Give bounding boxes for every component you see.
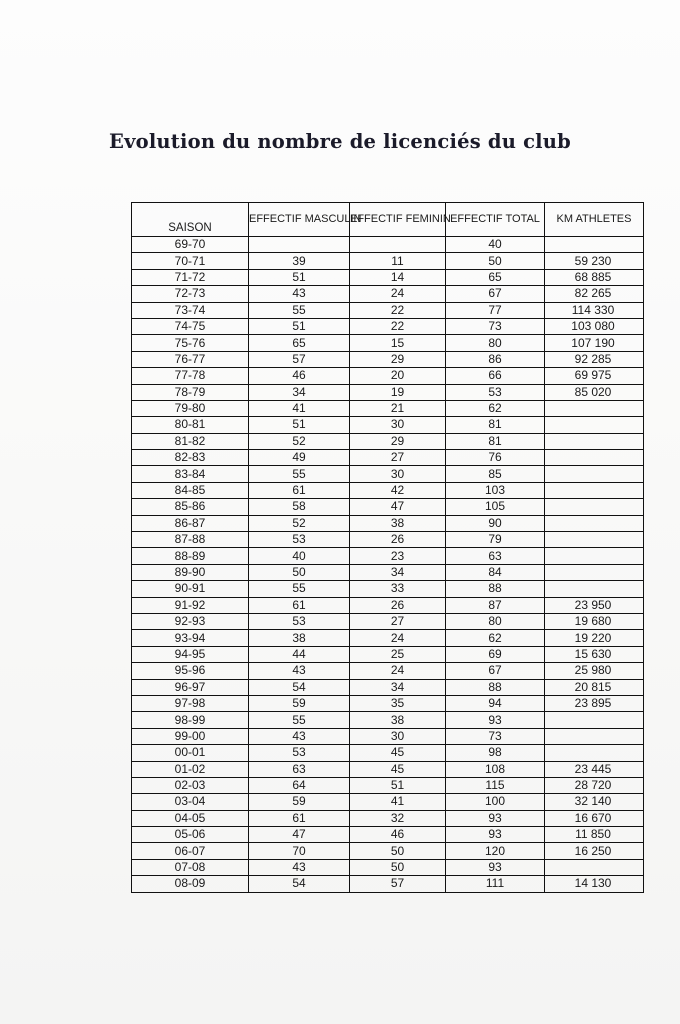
cell-masculin: 53	[249, 745, 350, 761]
cell-saison: 90-91	[132, 581, 249, 597]
table-row	[132, 368, 644, 384]
cell-total: 62	[446, 400, 545, 416]
cell-km	[545, 466, 644, 482]
cell-total: 80	[446, 613, 545, 629]
cell-saison: 76-77	[132, 351, 249, 367]
cell-total: 50	[446, 253, 545, 269]
cell-total: 85	[446, 466, 545, 482]
cell-saison: 91-92	[132, 597, 249, 613]
cell-masculin: 59	[249, 794, 350, 810]
cell-saison: 82-83	[132, 450, 249, 466]
cell-masculin: 51	[249, 318, 350, 334]
cell-saison: 69-70	[132, 237, 249, 253]
table-row	[132, 630, 644, 646]
cell-total: 88	[446, 581, 545, 597]
cell-saison: 86-87	[132, 515, 249, 531]
cell-saison: 93-94	[132, 630, 249, 646]
table-row	[132, 351, 644, 367]
header-effectif-feminin: EFFECTIF FEMININ	[350, 203, 446, 237]
cell-km	[545, 450, 644, 466]
page-title: Evolution du nombre de licenciés du club	[109, 130, 571, 153]
cell-total: 111	[446, 876, 545, 892]
table-row	[132, 761, 644, 777]
cell-total: 73	[446, 318, 545, 334]
cell-total: 66	[446, 368, 545, 384]
cell-km	[545, 532, 644, 548]
table-row	[132, 286, 644, 302]
cell-feminin: 47	[350, 499, 446, 515]
cell-feminin: 27	[350, 613, 446, 629]
cell-saison: 78-79	[132, 384, 249, 400]
cell-feminin: 30	[350, 417, 446, 433]
table-row	[132, 876, 644, 892]
cell-total: 63	[446, 548, 545, 564]
cell-total: 65	[446, 269, 545, 285]
table-row	[132, 843, 644, 859]
table-row	[132, 384, 644, 400]
cell-feminin: 30	[350, 466, 446, 482]
cell-total: 93	[446, 827, 545, 843]
cell-saison: 81-82	[132, 433, 249, 449]
table-row	[132, 613, 644, 629]
cell-feminin: 24	[350, 286, 446, 302]
table-row	[132, 777, 644, 793]
cell-masculin: 70	[249, 843, 350, 859]
cell-saison: 88-89	[132, 548, 249, 564]
cell-saison: 89-90	[132, 564, 249, 580]
cell-total: 88	[446, 679, 545, 695]
cell-feminin: 34	[350, 564, 446, 580]
cell-saison: 05-06	[132, 827, 249, 843]
table-header-row	[132, 203, 644, 237]
cell-km: 14 130	[545, 876, 644, 892]
cell-km: 15 630	[545, 646, 644, 662]
cell-masculin: 59	[249, 695, 350, 711]
cell-feminin: 14	[350, 269, 446, 285]
table-row	[132, 302, 644, 318]
cell-saison: 73-74	[132, 302, 249, 318]
table-row	[132, 581, 644, 597]
cell-feminin: 20	[350, 368, 446, 384]
table-row	[132, 564, 644, 580]
cell-km: 19 220	[545, 630, 644, 646]
cell-total: 98	[446, 745, 545, 761]
cell-km	[545, 417, 644, 433]
table-row	[132, 548, 644, 564]
cell-total: 120	[446, 843, 545, 859]
cell-total: 105	[446, 499, 545, 515]
cell-feminin: 32	[350, 810, 446, 826]
cell-masculin: 61	[249, 482, 350, 498]
table-row	[132, 433, 644, 449]
table-row	[132, 335, 644, 351]
table-row	[132, 695, 644, 711]
table-row	[132, 597, 644, 613]
cell-total: 81	[446, 433, 545, 449]
cell-km: 92 285	[545, 351, 644, 367]
cell-feminin: 25	[350, 646, 446, 662]
cell-total: 115	[446, 777, 545, 793]
cell-feminin: 26	[350, 532, 446, 548]
cell-saison: 92-93	[132, 613, 249, 629]
header-km-athletes: KM ATHLETES	[545, 203, 644, 237]
cell-masculin: 55	[249, 466, 350, 482]
cell-km: 11 850	[545, 827, 644, 843]
cell-feminin: 38	[350, 515, 446, 531]
cell-feminin: 30	[350, 728, 446, 744]
cell-masculin: 61	[249, 810, 350, 826]
cell-total: 103	[446, 482, 545, 498]
table-row	[132, 466, 644, 482]
cell-km: 25 980	[545, 663, 644, 679]
cell-masculin: 49	[249, 450, 350, 466]
cell-saison: 97-98	[132, 695, 249, 711]
cell-feminin: 22	[350, 302, 446, 318]
cell-saison: 03-04	[132, 794, 249, 810]
cell-feminin: 27	[350, 450, 446, 466]
cell-masculin: 54	[249, 679, 350, 695]
cell-km	[545, 712, 644, 728]
table-row	[132, 515, 644, 531]
cell-masculin: 34	[249, 384, 350, 400]
cell-km	[545, 482, 644, 498]
cell-masculin: 40	[249, 548, 350, 564]
cell-saison: 85-86	[132, 499, 249, 515]
cell-saison: 70-71	[132, 253, 249, 269]
cell-saison: 94-95	[132, 646, 249, 662]
cell-total: 53	[446, 384, 545, 400]
table-row	[132, 269, 644, 285]
cell-masculin: 41	[249, 400, 350, 416]
cell-km: 28 720	[545, 777, 644, 793]
cell-km: 103 080	[545, 318, 644, 334]
cell-masculin: 65	[249, 335, 350, 351]
cell-feminin: 26	[350, 597, 446, 613]
cell-total: 69	[446, 646, 545, 662]
cell-masculin: 43	[249, 728, 350, 744]
cell-masculin: 58	[249, 499, 350, 515]
cell-saison: 01-02	[132, 761, 249, 777]
cell-km: 59 230	[545, 253, 644, 269]
cell-km: 85 020	[545, 384, 644, 400]
cell-total: 93	[446, 859, 545, 875]
cell-masculin: 53	[249, 532, 350, 548]
cell-total: 108	[446, 761, 545, 777]
cell-masculin: 44	[249, 646, 350, 662]
cell-total: 77	[446, 302, 545, 318]
cell-km	[545, 728, 644, 744]
table-row	[132, 794, 644, 810]
cell-km	[545, 515, 644, 531]
cell-saison: 96-97	[132, 679, 249, 695]
cell-feminin: 22	[350, 318, 446, 334]
cell-km	[545, 400, 644, 416]
cell-total: 80	[446, 335, 545, 351]
cell-total: 62	[446, 630, 545, 646]
cell-feminin: 29	[350, 351, 446, 367]
cell-saison: 06-07	[132, 843, 249, 859]
cell-feminin: 15	[350, 335, 446, 351]
cell-masculin: 61	[249, 597, 350, 613]
table-row	[132, 499, 644, 515]
cell-km	[545, 745, 644, 761]
cell-km: 16 250	[545, 843, 644, 859]
table-row	[132, 417, 644, 433]
cell-saison: 08-09	[132, 876, 249, 892]
table-row	[132, 400, 644, 416]
cell-total: 84	[446, 564, 545, 580]
cell-saison: 80-81	[132, 417, 249, 433]
table-row	[132, 532, 644, 548]
cell-masculin: 52	[249, 515, 350, 531]
cell-saison: 02-03	[132, 777, 249, 793]
cell-km: 19 680	[545, 613, 644, 629]
cell-total: 100	[446, 794, 545, 810]
cell-masculin: 64	[249, 777, 350, 793]
cell-total: 90	[446, 515, 545, 531]
cell-total: 73	[446, 728, 545, 744]
cell-saison: 99-00	[132, 728, 249, 744]
cell-total: 76	[446, 450, 545, 466]
cell-masculin: 54	[249, 876, 350, 892]
cell-feminin	[350, 237, 446, 253]
cell-masculin: 55	[249, 712, 350, 728]
cell-masculin: 50	[249, 564, 350, 580]
cell-feminin: 41	[350, 794, 446, 810]
cell-total: 40	[446, 237, 545, 253]
cell-km: 114 330	[545, 302, 644, 318]
cell-km	[545, 499, 644, 515]
cell-saison: 87-88	[132, 532, 249, 548]
header-effectif-masculin: EFFECTIF MASCULIN	[249, 203, 350, 237]
cell-total: 93	[446, 712, 545, 728]
cell-masculin: 43	[249, 663, 350, 679]
cell-feminin: 50	[350, 843, 446, 859]
cell-feminin: 45	[350, 745, 446, 761]
cell-saison: 04-05	[132, 810, 249, 826]
cell-km: 20 815	[545, 679, 644, 695]
table-row	[132, 646, 644, 662]
cell-feminin: 23	[350, 548, 446, 564]
table-row	[132, 712, 644, 728]
cell-km: 23 895	[545, 695, 644, 711]
cell-km: 69 975	[545, 368, 644, 384]
header-saison: SAISON	[132, 203, 249, 237]
cell-saison: 98-99	[132, 712, 249, 728]
cell-masculin: 52	[249, 433, 350, 449]
header-effectif-total: EFFECTIF TOTAL	[446, 203, 545, 237]
table-row	[132, 482, 644, 498]
cell-masculin: 39	[249, 253, 350, 269]
cell-saison: 83-84	[132, 466, 249, 482]
cell-total: 79	[446, 532, 545, 548]
cell-feminin: 21	[350, 400, 446, 416]
cell-km	[545, 581, 644, 597]
cell-saison: 71-72	[132, 269, 249, 285]
cell-km: 107 190	[545, 335, 644, 351]
cell-feminin: 19	[350, 384, 446, 400]
cell-feminin: 29	[350, 433, 446, 449]
cell-saison: 74-75	[132, 318, 249, 334]
cell-feminin: 42	[350, 482, 446, 498]
table-row	[132, 253, 644, 269]
table-row	[132, 827, 644, 843]
cell-total: 67	[446, 286, 545, 302]
cell-feminin: 51	[350, 777, 446, 793]
cell-masculin: 47	[249, 827, 350, 843]
table-row	[132, 318, 644, 334]
cell-saison: 84-85	[132, 482, 249, 498]
cell-masculin	[249, 237, 350, 253]
cell-total: 67	[446, 663, 545, 679]
table-body	[132, 237, 644, 893]
cell-km: 82 265	[545, 286, 644, 302]
cell-saison: 72-73	[132, 286, 249, 302]
cell-feminin: 11	[350, 253, 446, 269]
table-row	[132, 450, 644, 466]
cell-masculin: 55	[249, 302, 350, 318]
cell-saison: 77-78	[132, 368, 249, 384]
licences-table	[131, 202, 644, 893]
cell-feminin: 35	[350, 695, 446, 711]
cell-total: 81	[446, 417, 545, 433]
cell-km: 68 885	[545, 269, 644, 285]
cell-feminin: 24	[350, 663, 446, 679]
cell-km: 32 140	[545, 794, 644, 810]
table-row	[132, 810, 644, 826]
cell-km: 23 445	[545, 761, 644, 777]
cell-km: 23 950	[545, 597, 644, 613]
cell-masculin: 55	[249, 581, 350, 597]
cell-feminin: 33	[350, 581, 446, 597]
cell-masculin: 46	[249, 368, 350, 384]
cell-feminin: 57	[350, 876, 446, 892]
cell-km	[545, 433, 644, 449]
table-row	[132, 237, 644, 253]
cell-saison: 00-01	[132, 745, 249, 761]
cell-masculin: 53	[249, 613, 350, 629]
table-row	[132, 728, 644, 744]
cell-total: 93	[446, 810, 545, 826]
cell-km	[545, 859, 644, 875]
cell-km	[545, 548, 644, 564]
cell-feminin: 38	[350, 712, 446, 728]
table-row	[132, 745, 644, 761]
cell-masculin: 51	[249, 417, 350, 433]
cell-km	[545, 564, 644, 580]
table-row	[132, 663, 644, 679]
cell-feminin: 24	[350, 630, 446, 646]
cell-feminin: 50	[350, 859, 446, 875]
cell-feminin: 34	[350, 679, 446, 695]
cell-masculin: 43	[249, 859, 350, 875]
cell-masculin: 51	[249, 269, 350, 285]
cell-saison: 95-96	[132, 663, 249, 679]
cell-saison: 75-76	[132, 335, 249, 351]
cell-saison: 07-08	[132, 859, 249, 875]
table-row	[132, 679, 644, 695]
cell-masculin: 38	[249, 630, 350, 646]
cell-masculin: 63	[249, 761, 350, 777]
cell-saison: 79-80	[132, 400, 249, 416]
cell-masculin: 43	[249, 286, 350, 302]
cell-feminin: 46	[350, 827, 446, 843]
cell-masculin: 57	[249, 351, 350, 367]
cell-total: 94	[446, 695, 545, 711]
cell-total: 86	[446, 351, 545, 367]
cell-total: 87	[446, 597, 545, 613]
table-row	[132, 859, 644, 875]
cell-km: 16 670	[545, 810, 644, 826]
cell-feminin: 45	[350, 761, 446, 777]
cell-km	[545, 237, 644, 253]
